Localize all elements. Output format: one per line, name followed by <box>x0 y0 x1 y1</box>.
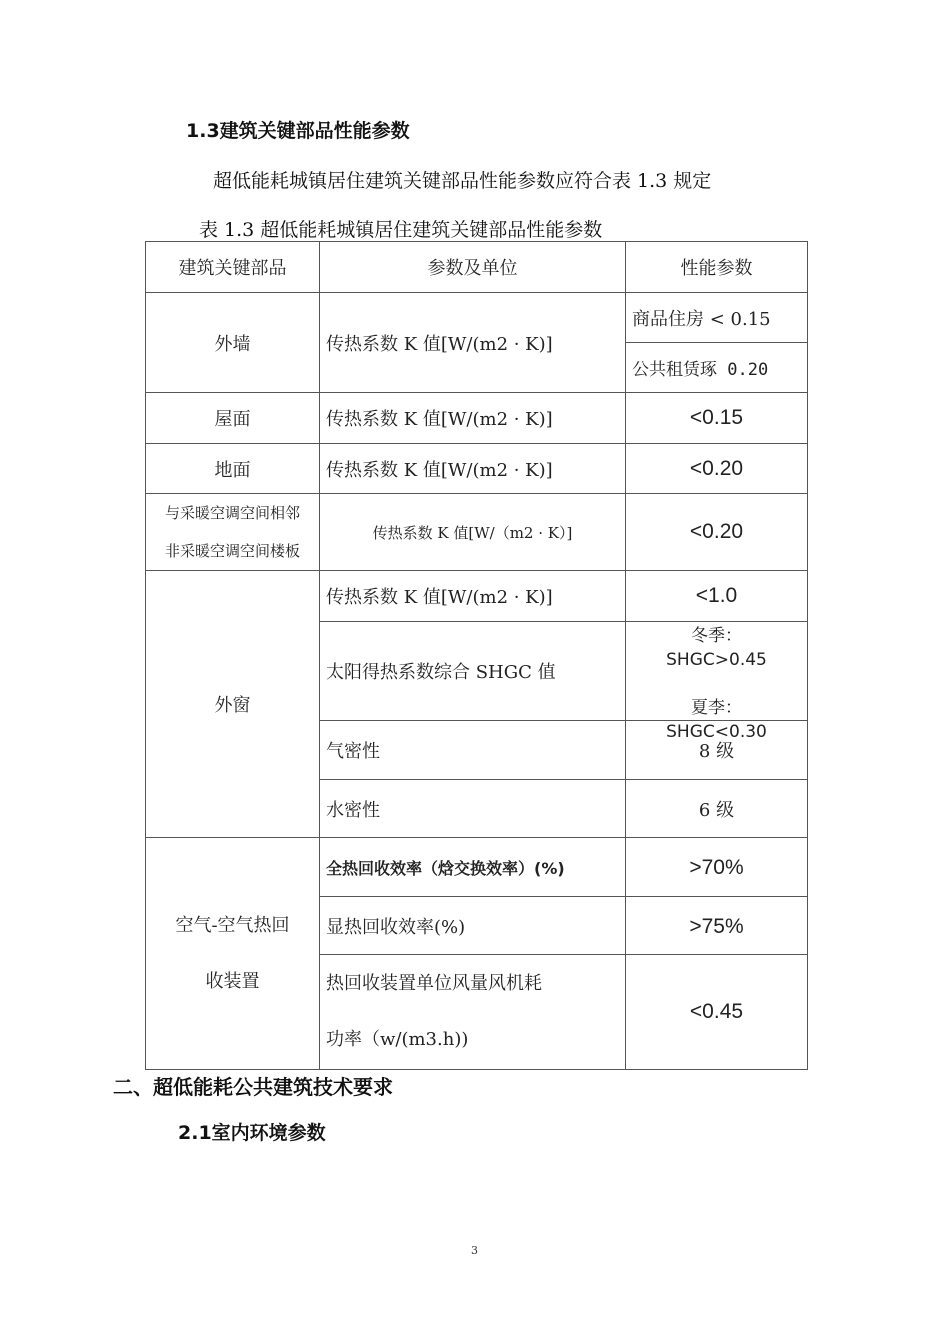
table-header-row <box>146 242 808 293</box>
intro-paragraph: 超低能耗城镇居住建筑关键部品性能参数应符合表 1.3 规定 <box>213 170 712 192</box>
param-window-watertight: 水密性 <box>320 780 626 838</box>
param-wall-k: 传热系数 K 值[W/(m2 · K)] <box>320 293 626 393</box>
header-part: 建筑关键部品 <box>146 242 320 293</box>
value-ground: <0.20 <box>626 444 808 494</box>
param-hrv-total: 全热回收效率（焓交换效率）(%) <box>320 838 626 897</box>
table-row <box>146 571 808 622</box>
param-hrv-fan-line2: 功率（w/(m3.h)) <box>326 1029 469 1050</box>
page-number: 3 <box>471 1244 478 1257</box>
part-floor-line2: 非采暖空调空间楼板 <box>164 542 300 560</box>
param-hrv-fan <box>320 955 626 1070</box>
value-roof: <0.15 <box>626 393 808 444</box>
part-floor-line1: 与采暖空调空间相邻 <box>164 504 300 522</box>
shgc-winter-label: 冬季： <box>691 626 742 646</box>
part-hrv-line2: 收装置 <box>205 970 260 992</box>
value-wall-commercial: 商品住房 < 0.15 <box>626 293 808 343</box>
value-wall-public: 公共租赁琢 0.20 <box>626 343 808 393</box>
value-window-airtight: 8 级 <box>626 721 808 780</box>
param-hrv-sensible: 显热回收效率(%) <box>320 897 626 955</box>
shgc-values <box>630 622 803 742</box>
value-hrv-total: >70% <box>626 838 808 897</box>
part-roof: 屋面 <box>146 393 320 444</box>
part-ground: 地面 <box>146 444 320 494</box>
param-window-shgc: 太阳得热系数综合 SHGC 值 <box>320 622 626 721</box>
param-window-k: 传热系数 K 值[W/(m2 · K)] <box>320 571 626 622</box>
shgc-summer-value: SHGC<0.30 <box>666 722 767 742</box>
param-hrv-fan-line1: 热回收装置单位风量风机耗 <box>326 973 542 994</box>
table-caption: 表 1.3 超低能耗城镇居住建筑关键部品性能参数 <box>199 219 603 241</box>
part-window: 外窗 <box>146 571 320 838</box>
section-2-title: 二、超低能耗公共建筑技术要求 <box>113 1075 393 1099</box>
value-floor: <0.20 <box>626 494 808 571</box>
table-row <box>146 293 808 343</box>
table-row <box>146 494 808 571</box>
part-hrv <box>146 838 320 1070</box>
param-floor-k: 传热系数 K 值[W/（m2 · K）] <box>320 494 626 571</box>
performance-table <box>145 241 808 1070</box>
shgc-winter-value: SHGC>0.45 <box>666 650 767 670</box>
shgc-summer-label: 夏李： <box>691 698 742 718</box>
header-value: 性能参数 <box>626 242 808 293</box>
value-window-k: <1.0 <box>626 571 808 622</box>
value-hrv-fan: <0.45 <box>626 955 808 1070</box>
value-window-shgc <box>626 622 808 742</box>
table-row <box>146 393 808 444</box>
part-hrv-line1: 空气-空气热回 <box>175 914 290 936</box>
value-hrv-sensible: >75% <box>626 897 808 955</box>
header-param: 参数及单位 <box>320 242 626 293</box>
param-roof-k: 传热系数 K 值[W/(m2 · K)] <box>320 393 626 444</box>
value-window-watertight: 6 级 <box>626 780 808 838</box>
param-ground-k: 传热系数 K 值[W/(m2 · K)] <box>320 444 626 494</box>
param-window-airtight: 气密性 <box>320 721 626 780</box>
table-row <box>146 838 808 897</box>
table-row <box>146 444 808 494</box>
part-floor <box>146 494 320 571</box>
part-wall: 外墙 <box>146 293 320 393</box>
section-1-3-title: 1.3建筑关键部品性能参数 <box>186 120 410 142</box>
section-2-1-title: 2.1室内环境参数 <box>178 1122 326 1144</box>
